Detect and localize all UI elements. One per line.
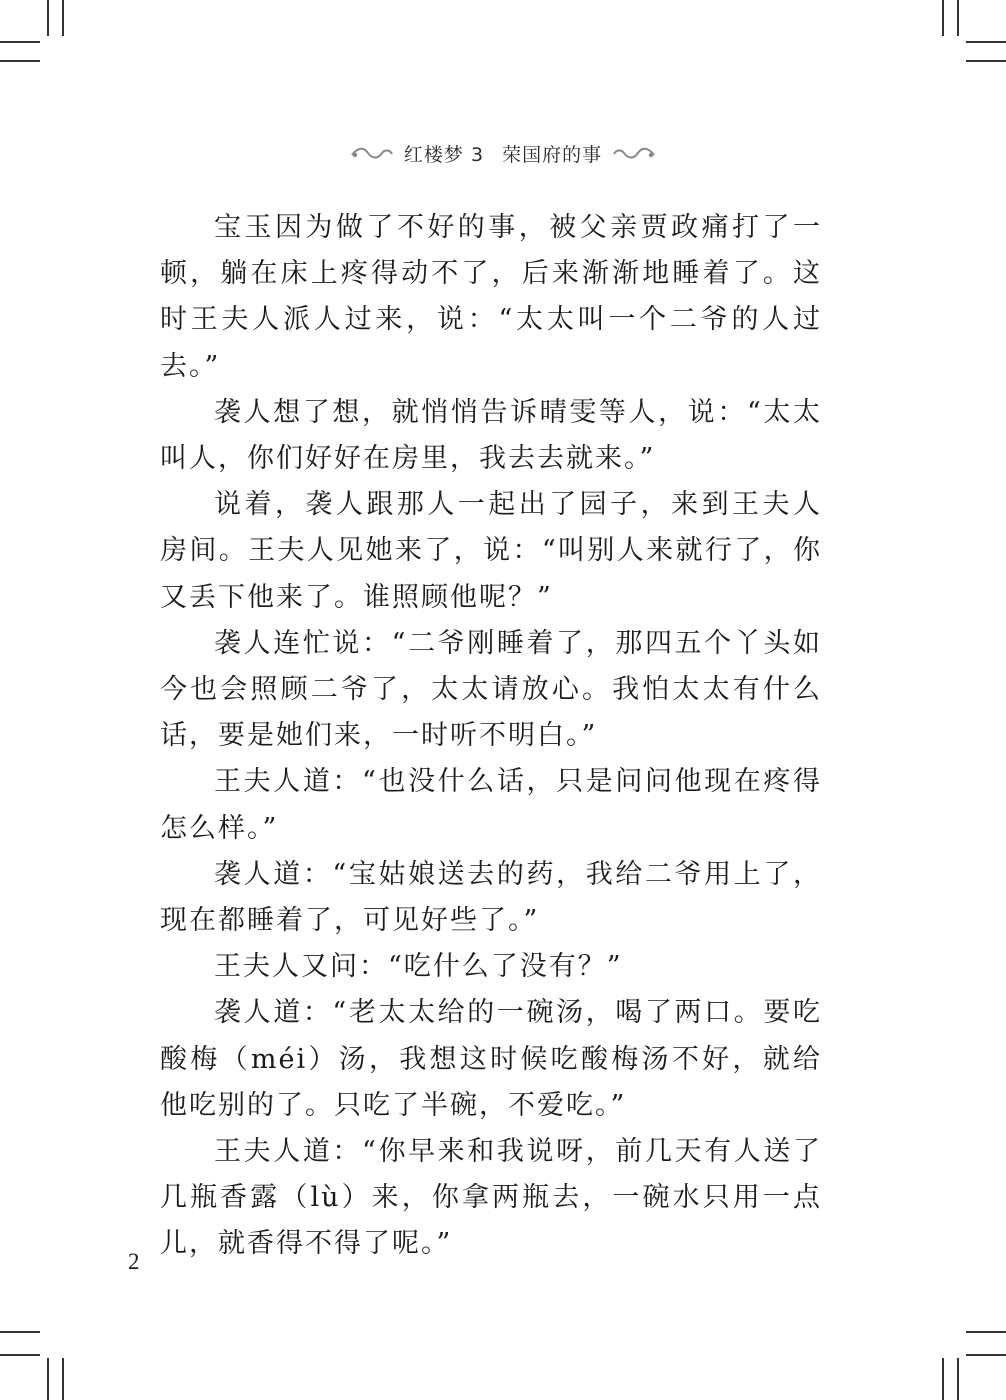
paragraph: 王夫人道：“你早来和我说呀，前几天有人送了几瓶香露（lù）来，你拿两瓶去，一碗水只用一点儿，就香得不得了呢。” — [160, 1136, 822, 1260]
crop-mark — [0, 1331, 40, 1333]
crop-mark — [966, 41, 1006, 43]
crop-mark — [0, 1354, 40, 1356]
book-title: 红楼梦 3 — [403, 144, 485, 166]
crop-mark — [966, 1354, 1006, 1356]
right-swirl-ornament-icon — [612, 144, 656, 164]
crop-mark — [47, 1358, 49, 1400]
paragraph: 袭人连忙说：“二爷刚睡着了，那四五个丫头如今也会照顾二爷了，太太请放心。我怕太太有什么话，要是她们来，一时听不明白。” — [160, 627, 822, 752]
crop-mark — [966, 60, 1006, 62]
page-number: 2 — [128, 1249, 140, 1274]
paragraph: 宝玉因为做了不好的事，被父亲贾政痛打了一顿，躺在床上疼得动不了，后来渐渐地睡着了。这时王夫人派人过来，说：“太太叫一个二爷的人过去。” — [160, 212, 822, 382]
crop-mark — [942, 1358, 944, 1400]
chapter-title: 荣国府的事 — [502, 144, 603, 166]
paragraph: 王夫人又问：“吃什么了没有？” — [214, 951, 623, 983]
left-swirl-ornament-icon — [350, 144, 394, 164]
crop-mark — [0, 60, 40, 62]
crop-mark — [957, 0, 959, 36]
crop-mark — [957, 1358, 959, 1400]
crop-mark — [47, 0, 49, 36]
paragraph: 说着，袭人跟那人一起出了园子，来到王夫人房间。王夫人见她来了，说：“叫别人来就行了，你又丢下他来了。谁照顾他呢？” — [160, 489, 822, 613]
crop-mark — [942, 0, 944, 36]
crop-mark — [0, 41, 40, 43]
running-header — [0, 140, 1006, 167]
paragraph: 袭人想了想，就悄悄告诉晴雯等人，说：“太太叫人，你们好好在房里，我去去就来。” — [160, 396, 822, 475]
crop-mark — [62, 0, 64, 36]
crop-mark — [62, 1358, 64, 1400]
paragraph: 袭人道：“宝姑娘送去的药，我给二爷用上了，现在都睡着了，可见好些了。” — [160, 858, 822, 937]
paragraph: 袭人道：“老太太给的一碗汤，喝了两口。要吃酸梅（méi）汤，我想这时候吃酸梅汤不好，就给他吃别的了。只吃了半碗，不爱吃。” — [160, 997, 822, 1121]
crop-mark — [966, 1331, 1006, 1333]
body-text — [160, 205, 822, 1268]
paragraph: 王夫人道：“也没什么话，只是问问他现在疼得怎么样。” — [160, 766, 822, 844]
